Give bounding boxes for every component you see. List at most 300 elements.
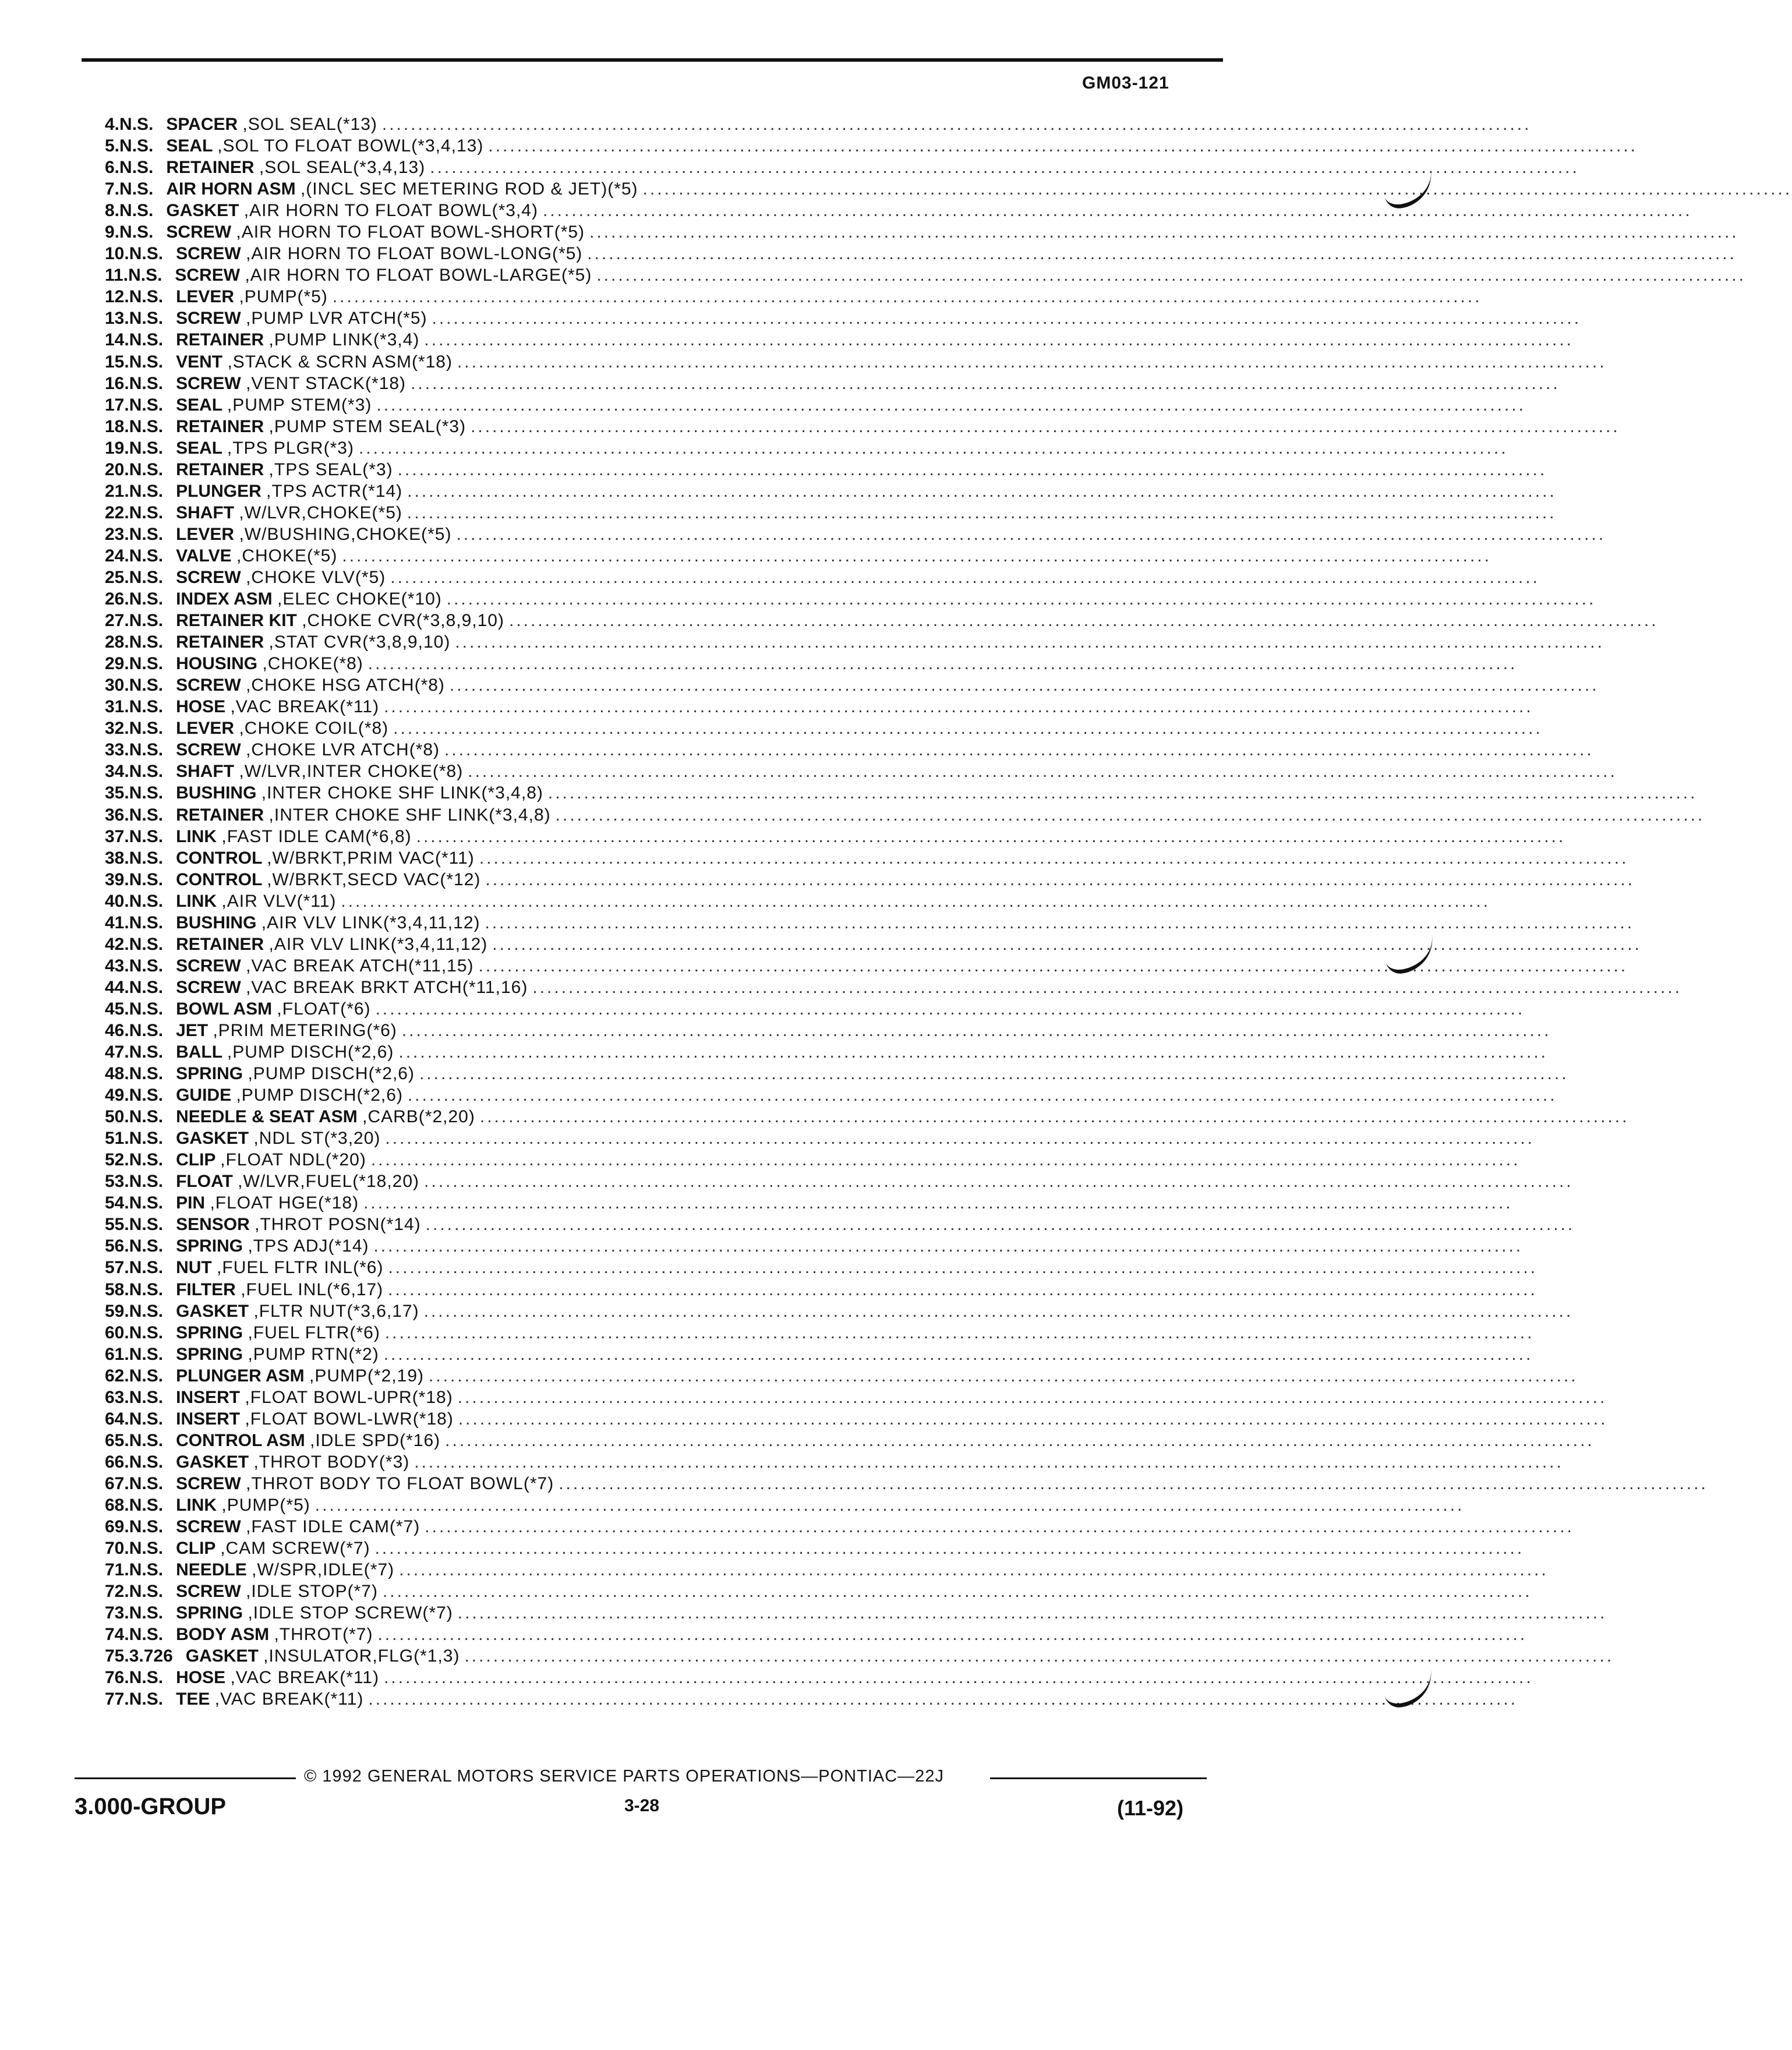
part-detail: ,NDL ST(*3,20) <box>253 1129 381 1148</box>
item-price: N.S. <box>129 719 164 738</box>
part-name: SPRING <box>176 1236 243 1256</box>
list-item <box>105 955 1628 977</box>
item-description <box>163 1344 1533 1365</box>
list-item <box>105 243 1737 264</box>
list-item <box>105 308 1582 329</box>
part-name: FILTER <box>176 1280 236 1299</box>
item-price: N.S. <box>129 1344 164 1364</box>
item-description <box>163 1063 1568 1084</box>
item-price: N.S. <box>129 352 164 372</box>
dot-leader: ................................................................................................................................................................ <box>363 1193 1513 1213</box>
part-detail: ,FUEL FLTR INL(*6) <box>217 1258 384 1278</box>
item-description <box>163 1387 1607 1408</box>
item-price: N.S. <box>129 805 164 825</box>
part-detail: ,VAC BREAK BRKT ATCH(*11,16) <box>246 977 528 997</box>
part-detail: ,CHOKE LVR ATCH(*8) <box>246 740 440 760</box>
item-description <box>153 114 1531 135</box>
part-name: FLOAT <box>176 1172 233 1192</box>
part-name: RETAINER <box>176 460 264 479</box>
dot-leader: ................................................................................................................................................................ <box>423 1301 1574 1321</box>
item-number: 56. <box>105 1236 129 1256</box>
part-name: RETAINER <box>176 805 264 825</box>
item-price: N.S. <box>129 244 164 264</box>
item-number: 74. <box>105 1625 129 1645</box>
part-detail: ,IDLE STOP SCREW(*7) <box>248 1603 453 1623</box>
item-price: N.S. <box>129 891 164 911</box>
dot-leader: ................................................................................................................................................................ <box>478 956 1628 975</box>
item-price: N.S. <box>129 1409 164 1429</box>
list-item <box>105 157 1579 178</box>
item-price: N.S. <box>119 115 154 134</box>
item-description <box>163 1408 1607 1430</box>
dot-leader: ................................................................................................................................................................ <box>399 1560 1549 1580</box>
item-number: 11. <box>105 266 129 285</box>
item-number: 10. <box>105 244 129 264</box>
item-number: 14. <box>105 330 129 350</box>
item-number: 63. <box>105 1387 129 1407</box>
dot-leader: ................................................................................................................................................................ <box>385 1129 1535 1148</box>
part-detail: ,CHOKE COIL(*8) <box>239 719 389 738</box>
item-number: 76. <box>105 1668 129 1688</box>
item-description <box>153 157 1579 178</box>
scan-mark <box>1386 184 1434 207</box>
part-name: LINK <box>176 1496 217 1515</box>
part-name: SCREW <box>176 676 241 695</box>
item-number: 52. <box>105 1150 129 1170</box>
item-price: N.S. <box>129 1042 164 1062</box>
part-detail: ,FAST IDLE CAM(*6,8) <box>221 826 412 846</box>
item-number: 28. <box>105 632 129 652</box>
item-price: N.S. <box>129 481 164 501</box>
item-price: N.S. <box>129 848 164 868</box>
dot-leader: ................................................................................................................................................................ <box>471 416 1620 436</box>
item-price: N.S. <box>129 1668 164 1688</box>
footer-date: (11-92) <box>1117 1796 1184 1820</box>
item-description <box>163 243 1737 264</box>
part-detail: ,INTER CHOKE SHF LINK(*3,4,8) <box>261 783 543 803</box>
part-detail: ,PRIM METERING(*6) <box>213 1020 397 1040</box>
item-number: 67. <box>105 1473 129 1493</box>
item-price: N.S. <box>129 1690 164 1709</box>
part-detail: ,STACK & SCRN ASM(*18) <box>227 352 453 372</box>
list-item <box>105 1365 1578 1387</box>
list-item <box>105 1214 1575 1235</box>
list-item <box>105 524 1606 545</box>
part-name: HOUSING <box>176 654 258 674</box>
item-description <box>163 308 1581 329</box>
item-number: 60. <box>105 1323 129 1342</box>
part-name: SCREW <box>176 567 241 587</box>
item-description <box>163 459 1547 480</box>
dot-leader: ................................................................................................................................................................ <box>368 1690 1518 1709</box>
item-price: N.S. <box>129 1387 164 1407</box>
item-description <box>163 1192 1513 1214</box>
part-detail: ,W/LVR,INTER CHOKE(*8) <box>239 762 464 782</box>
part-name: SCREW <box>176 1517 241 1537</box>
part-detail: ,IDLE STOP(*7) <box>246 1582 378 1602</box>
list-item <box>105 847 1629 869</box>
dot-leader: ................................................................................................................................................................ <box>388 1258 1538 1278</box>
dot-leader: ................................................................................................................................................................ <box>468 762 1617 782</box>
item-number: 69. <box>105 1517 129 1537</box>
item-number: 53. <box>105 1172 129 1192</box>
part-name: INDEX ASM <box>176 589 273 609</box>
list-item <box>105 631 1604 653</box>
item-price: N.S. <box>129 373 164 393</box>
list-item <box>105 1516 1574 1538</box>
item-number: 29. <box>105 654 129 674</box>
item-number: 38. <box>105 848 129 868</box>
item-price: N.S. <box>129 1323 164 1342</box>
item-description <box>163 696 1533 718</box>
part-name: NEEDLE & SEAT ASM <box>176 1107 358 1127</box>
dot-leader: ................................................................................................................................................................ <box>479 848 1629 868</box>
item-number: 46. <box>105 1020 129 1040</box>
item-description <box>163 286 1482 308</box>
list-item <box>105 114 1532 135</box>
dot-leader: ................................................................................................................................................................ <box>384 1323 1535 1342</box>
list-item <box>105 610 1659 631</box>
item-description <box>163 847 1628 869</box>
part-name: SCREW <box>176 740 241 760</box>
item-description <box>163 1257 1537 1278</box>
part-name: VALVE <box>176 546 232 565</box>
part-name: LEVER <box>176 524 235 544</box>
part-detail: ,PUMP DISCH(*2,6) <box>227 1042 394 1062</box>
dot-leader: ................................................................................................................................................................ <box>375 999 1525 1019</box>
part-name: VENT <box>176 352 223 372</box>
part-name: RETAINER <box>176 632 264 652</box>
part-detail: ,STAT CVR(*3,8,9,10) <box>268 632 451 652</box>
list-item <box>105 200 1692 221</box>
item-number: 48. <box>105 1064 129 1084</box>
item-number: 6. <box>105 158 120 178</box>
item-number: 57. <box>105 1258 129 1278</box>
list-item <box>105 1408 1608 1430</box>
item-description <box>163 890 1490 912</box>
part-name: CONTROL <box>176 870 262 889</box>
part-name: SPRING <box>176 1064 243 1084</box>
part-name: SCREW <box>166 222 232 242</box>
part-name: LEVER <box>176 287 235 307</box>
scan-mark <box>1386 1683 1434 1706</box>
part-detail: ,FLTR NUT(*3,6,17) <box>253 1301 419 1321</box>
part-detail: ,CARB(*2,20) <box>362 1107 475 1127</box>
list-item <box>105 998 1525 1020</box>
list-item <box>105 329 1574 351</box>
item-number: 43. <box>105 956 129 975</box>
list-item <box>105 1084 1557 1106</box>
list-item <box>105 782 1698 804</box>
part-name: SENSOR <box>176 1215 250 1235</box>
part-detail: ,THROT POSN(*14) <box>255 1215 421 1235</box>
item-price: N.S. <box>129 309 164 328</box>
part-detail: ,INTER CHOKE SHF LINK(*3,4,8) <box>268 805 551 825</box>
part-detail: ,AIR HORN TO FLOAT BOWL-SHORT(*5) <box>236 222 585 242</box>
item-number: 31. <box>105 697 129 717</box>
part-detail: ,W/BRKT,PRIM VAC(*11) <box>267 848 475 868</box>
part-detail: ,IDLE SPD(*16) <box>310 1430 441 1450</box>
part-name: SPRING <box>176 1323 243 1342</box>
part-detail: ,AIR HORN TO FLOAT BOWL-LARGE(*5) <box>245 266 592 285</box>
part-detail: ,PUMP(*5) <box>239 287 328 307</box>
item-number: 36. <box>105 805 129 825</box>
part-name: SEAL <box>176 395 222 415</box>
part-detail: ,FUEL FLTR(*6) <box>248 1323 380 1342</box>
list-item <box>105 373 1560 394</box>
item-price: N.S. <box>119 136 154 156</box>
part-detail: ,TPS PLGR(*3) <box>227 438 354 458</box>
dot-leader: ................................................................................................................................................................ <box>381 115 1532 134</box>
part-name: RETAINER <box>166 158 255 178</box>
dot-leader: ................................................................................................................................................................ <box>367 654 1518 674</box>
part-detail: ,VAC BREAK(*11) <box>230 1668 380 1688</box>
item-number: 15. <box>105 352 129 372</box>
item-price: N.S. <box>129 870 164 889</box>
part-name: HOSE <box>176 1668 226 1688</box>
item-price: N.S. <box>129 611 164 631</box>
dot-leader: ................................................................................................................................................................ <box>411 373 1560 393</box>
item-number: 72. <box>105 1582 129 1602</box>
list-item <box>105 1300 1574 1322</box>
list-item <box>105 826 1566 847</box>
item-description <box>163 1667 1533 1688</box>
part-detail: ,PUMP(*5) <box>221 1496 310 1515</box>
item-number: 21. <box>105 481 129 501</box>
list-item <box>105 1128 1535 1149</box>
part-detail: ,SOL SEAL(*13) <box>242 115 377 134</box>
list-item <box>105 545 1491 567</box>
item-number: 30. <box>105 676 129 695</box>
part-detail: ,VENT STACK(*18) <box>246 373 407 393</box>
list-item <box>105 459 1547 480</box>
dot-leader: ................................................................................................................................................................ <box>388 1280 1537 1299</box>
part-detail: ,ELEC CHOKE(*10) <box>277 589 442 609</box>
part-detail: ,FLOAT HGE(*18) <box>210 1193 359 1213</box>
part-detail: ,AIR VLV LINK(*3,4,11,12) <box>268 934 488 954</box>
list-item <box>105 437 1508 459</box>
part-name: LINK <box>176 891 217 911</box>
item-number: 51. <box>105 1129 129 1148</box>
dot-leader: ................................................................................................................................................................ <box>508 611 1659 631</box>
item-number: 75. <box>105 1646 129 1666</box>
list-item <box>105 1192 1513 1214</box>
item-description <box>163 1473 1708 1494</box>
list-item <box>105 890 1490 912</box>
item-price: N.S. <box>129 1301 164 1321</box>
item-number: 12. <box>105 287 129 307</box>
item-description <box>163 826 1565 847</box>
part-name: BALL <box>176 1042 222 1062</box>
item-number: 25. <box>105 567 129 587</box>
dot-leader: ................................................................................................................................................................ <box>485 913 1635 932</box>
dot-leader: ................................................................................................................................................................ <box>455 632 1604 652</box>
list-item <box>105 1538 1525 1559</box>
dot-leader: ................................................................................................................................................................ <box>547 783 1698 803</box>
item-number: 47. <box>105 1042 129 1062</box>
item-number: 70. <box>105 1539 129 1558</box>
item-number: 26. <box>105 589 129 609</box>
item-price: N.S. <box>129 524 164 544</box>
dot-leader: ................................................................................................................................................................ <box>488 136 1638 156</box>
item-number: 20. <box>105 460 129 479</box>
part-name: RETAINER <box>176 416 264 436</box>
item-price: N.S. <box>119 158 154 178</box>
dot-leader: ................................................................................................................................................................ <box>596 266 1746 285</box>
part-detail: ,AIR HORN TO FLOAT BOWL-LONG(*5) <box>246 244 583 264</box>
item-price: N.S. <box>119 179 154 199</box>
item-number: 9. <box>105 222 120 242</box>
item-price: N.S. <box>129 956 164 975</box>
part-name: INSERT <box>176 1387 241 1407</box>
item-price: N.S. <box>129 826 164 846</box>
part-name: SPACER <box>166 115 238 134</box>
part-name: RETAINER <box>176 330 264 350</box>
item-description <box>163 416 1620 437</box>
item-description <box>153 221 1738 243</box>
item-description <box>163 480 1557 502</box>
item-description <box>163 718 1543 739</box>
top-rule <box>82 58 1223 62</box>
part-detail: ,FLOAT BOWL-LWR(*18) <box>245 1409 454 1429</box>
part-name: LEVER <box>176 719 235 738</box>
item-price: N.S. <box>129 589 164 609</box>
dot-leader: ................................................................................................................................................................ <box>342 546 1491 565</box>
dot-leader: ................................................................................................................................................................ <box>542 201 1692 221</box>
list-item <box>105 1645 1614 1667</box>
list-item <box>105 1581 1532 1602</box>
part-detail: ,FLOAT(*6) <box>277 999 371 1019</box>
item-description <box>163 524 1606 545</box>
dot-leader: ................................................................................................................................................................ <box>407 1086 1557 1105</box>
part-name: NUT <box>176 1258 212 1278</box>
part-name: TEE <box>176 1690 210 1709</box>
item-price: N.S. <box>129 1236 164 1256</box>
part-detail: ,THROT BODY TO FLOAT BOWL(*7) <box>246 1473 554 1493</box>
part-name: RETAINER <box>176 934 264 954</box>
item-description <box>163 1451 1564 1473</box>
part-name: GASKET <box>176 1129 249 1148</box>
item-description <box>163 1365 1578 1387</box>
part-name: GASKET <box>176 1452 249 1472</box>
item-number: 54. <box>105 1193 129 1213</box>
dot-leader: ................................................................................................................................................................ <box>382 1582 1532 1602</box>
item-description <box>163 588 1596 610</box>
part-detail: ,W/BUSHING,CHOKE(*5) <box>239 524 452 544</box>
item-price: N.S. <box>129 1366 164 1385</box>
item-description <box>163 567 1540 588</box>
part-name: CONTROL ASM <box>176 1430 305 1450</box>
item-description <box>163 1538 1524 1559</box>
dot-leader: ................................................................................................................................................................ <box>555 805 1705 825</box>
item-price: N.S. <box>129 1129 164 1148</box>
item-description <box>163 1688 1518 1710</box>
part-name: PLUNGER ASM <box>176 1366 305 1385</box>
item-description <box>163 351 1606 373</box>
item-price: N.S. <box>129 330 164 350</box>
list-item <box>105 1322 1535 1344</box>
dot-leader: ................................................................................................................................................................ <box>458 1409 1608 1429</box>
list-item <box>105 1020 1551 1041</box>
part-name: CONTROL <box>176 848 262 868</box>
dot-leader: ................................................................................................................................................................ <box>429 1366 1578 1385</box>
part-detail: ,THROT BODY(*3) <box>253 1452 410 1472</box>
item-price: N.S. <box>129 934 164 954</box>
item-price: N.S. <box>129 654 164 674</box>
part-detail: ,CHOKE HSG ATCH(*8) <box>246 676 445 695</box>
part-name: SCREW <box>176 1582 241 1602</box>
item-number: 5. <box>105 136 120 156</box>
part-name: SCREW <box>176 244 241 264</box>
part-detail: ,CHOKE(*5) <box>236 546 338 565</box>
part-name: SEAL <box>166 136 213 156</box>
item-price: N.S. <box>129 460 164 479</box>
part-name: SCREW <box>176 977 241 997</box>
item-price: N.S. <box>128 266 162 285</box>
dot-leader: ................................................................................................................................................................ <box>370 1150 1521 1170</box>
list-item <box>105 502 1557 524</box>
part-detail: ,PUMP DISCH(*2,6) <box>236 1086 403 1105</box>
item-number: 50. <box>105 1107 129 1127</box>
item-number: 7. <box>105 179 120 199</box>
dot-leader: ................................................................................................................................................................ <box>464 1646 1614 1666</box>
part-detail: ,W/BRKT,SECD VAC(*12) <box>267 870 481 889</box>
item-number: 68. <box>105 1496 129 1515</box>
item-description <box>163 329 1574 351</box>
item-description <box>163 1430 1595 1451</box>
item-description <box>163 437 1508 459</box>
footer-rule-right <box>990 1777 1207 1779</box>
item-description <box>163 1235 1523 1257</box>
dot-leader: ................................................................................................................................................................ <box>425 1517 1574 1537</box>
dot-leader: ................................................................................................................................................................ <box>642 179 1792 199</box>
dot-leader: ................................................................................................................................................................ <box>559 1473 1708 1493</box>
part-detail: ,PUMP RTN(*2) <box>248 1344 379 1364</box>
part-name: LINK <box>176 826 217 846</box>
item-description <box>163 631 1604 653</box>
item-price: N.S. <box>129 999 164 1019</box>
item-number: 77. <box>105 1690 129 1709</box>
part-name: BODY ASM <box>176 1625 270 1645</box>
item-description <box>163 373 1560 394</box>
item-price: N.S. <box>119 201 154 221</box>
item-price: N.S. <box>129 1172 164 1192</box>
part-detail: ,SOL TO FLOAT BOWL(*3,4,13) <box>217 136 484 156</box>
dot-leader: ................................................................................................................................................................ <box>432 309 1582 328</box>
part-name: GASKET <box>166 201 239 221</box>
item-number: 27. <box>105 611 129 631</box>
dot-leader: ................................................................................................................................................................ <box>456 524 1606 544</box>
list-item <box>105 264 1746 286</box>
item-price: N.S. <box>129 1150 164 1170</box>
part-detail: ,TPS SEAL(*3) <box>268 460 393 479</box>
document-code: GM03-121 <box>1082 73 1169 93</box>
item-description <box>163 1624 1527 1645</box>
item-number: 8. <box>105 201 120 221</box>
list-item <box>105 1063 1569 1084</box>
list-item <box>105 1602 1607 1624</box>
item-description <box>153 178 1792 200</box>
item-price: N.S. <box>129 546 164 565</box>
item-description <box>163 1300 1573 1322</box>
item-description <box>163 1171 1574 1192</box>
dot-leader: ................................................................................................................................................................ <box>384 1668 1533 1688</box>
part-detail: ,CHOKE VLV(*5) <box>246 567 386 587</box>
item-price: N.S. <box>129 1258 164 1278</box>
part-name: RETAINER KIT <box>176 611 297 631</box>
list-item <box>105 761 1617 782</box>
part-name: BOWL ASM <box>176 999 273 1019</box>
